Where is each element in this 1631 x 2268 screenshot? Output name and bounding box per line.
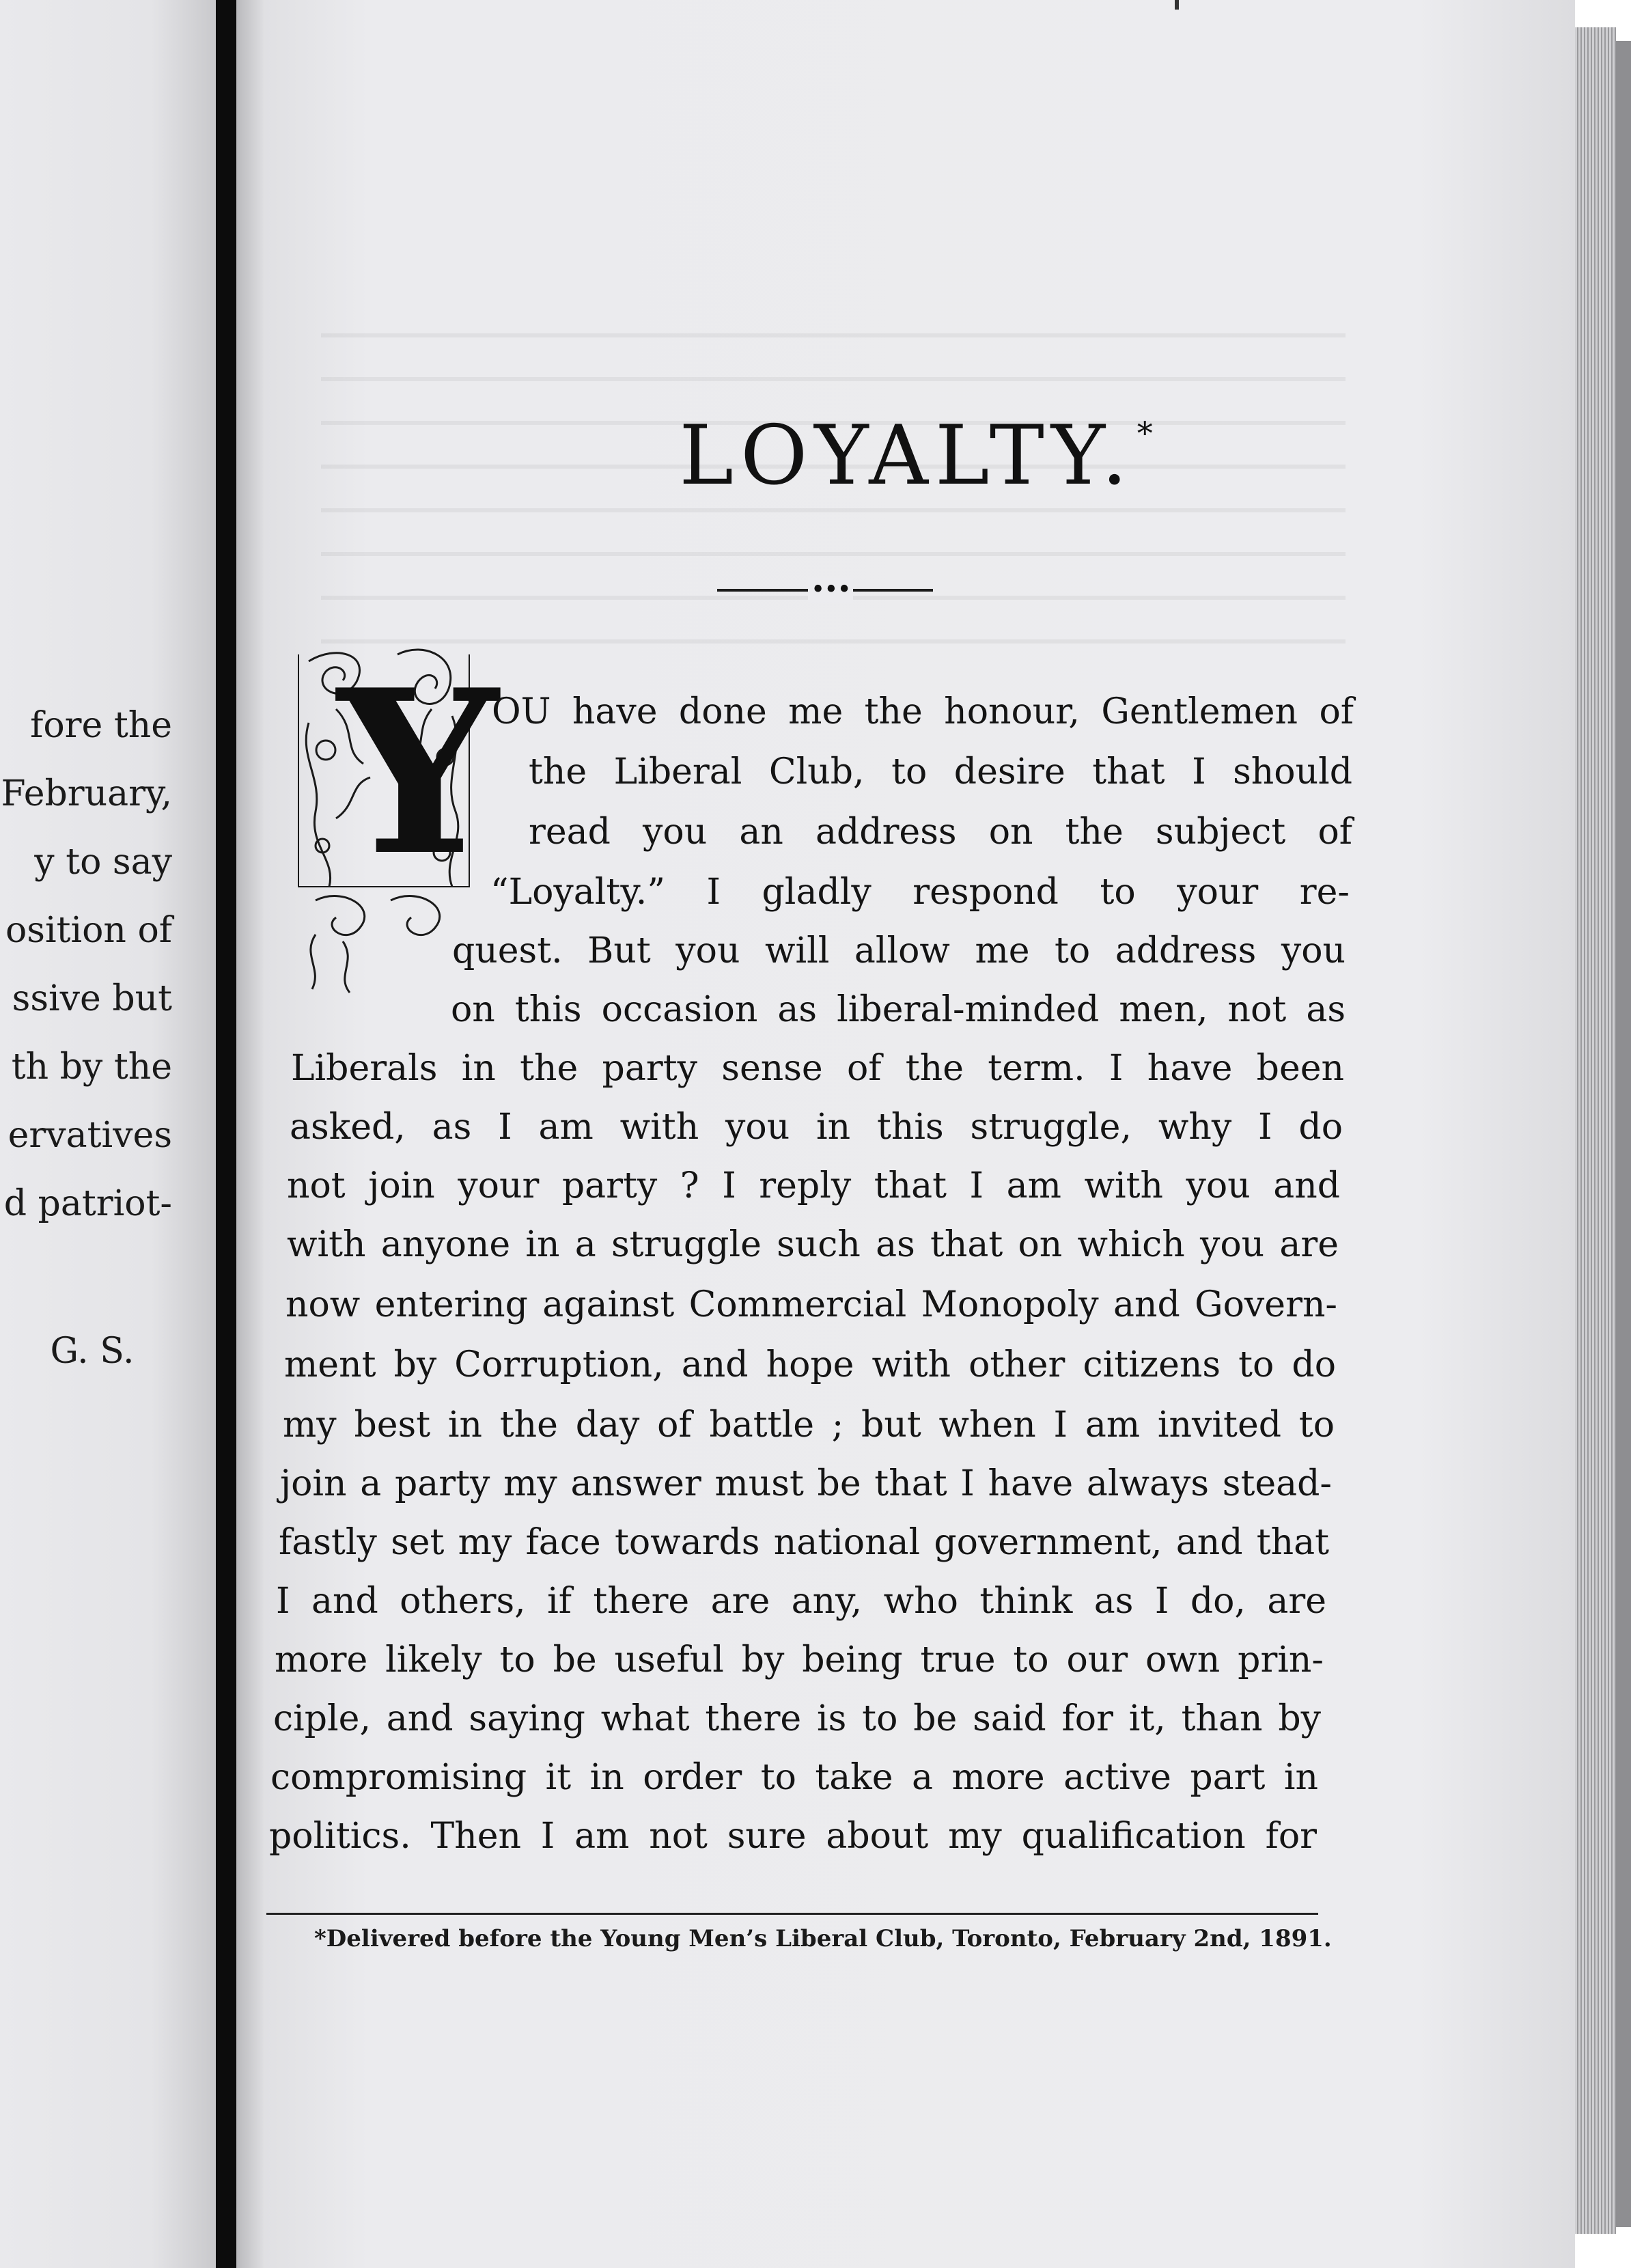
left-line: osition of — [5, 910, 172, 951]
body-line: more likely to be useful by being true to our own prin- — [275, 1640, 1324, 1681]
body-line: “Loyalty.” I gladly respond to your re- — [490, 872, 1350, 913]
title-footnote-mark: * — [1137, 415, 1160, 452]
left-page-text — [1, 691, 172, 1238]
body-line: on this occasion as liberal-minded men, not as — [451, 989, 1346, 1030]
footnote: *Delivered before the Young Men’s Liberal Club, Toronto, February 2nd, 1891. — [314, 1925, 1332, 1952]
body-line: join a party my answer must be that I have always stead- — [280, 1463, 1332, 1504]
body-line: with anyone in a struggle such as that on which you are — [287, 1224, 1339, 1265]
body-line: ment by Corruption, and hope with other citizens to do — [284, 1344, 1336, 1385]
body-line: OU have done me the honour, Gentlemen of — [492, 691, 1354, 732]
page-stack-edge — [1575, 27, 1616, 2234]
body-line: not join your party ? I reply that I am with you and — [287, 1165, 1340, 1206]
body-line: ciple, and saying what there is to be said for it, than by — [273, 1698, 1321, 1739]
left-line: fore the — [30, 705, 172, 746]
left-line: ervatives — [8, 1115, 172, 1156]
left-line: th by the — [11, 1047, 172, 1088]
scan-mark — [1175, 0, 1179, 10]
left-line: d patriot- — [3, 1183, 172, 1224]
left-line: February, — [1, 773, 172, 814]
book-gutter — [216, 0, 236, 2268]
body-line: asked, as I am with you in this struggle, why I do — [290, 1107, 1343, 1148]
body-line: I and others, if there are any, who think as I do, are — [276, 1581, 1326, 1622]
body-line: compromising it in order to take a more active part in — [270, 1757, 1318, 1798]
footnote-rule — [266, 1913, 1318, 1915]
body-line: now entering against Commercial Monopoly and Govern- — [285, 1284, 1337, 1325]
left-line: ssive but — [12, 978, 172, 1019]
body-line: the Liberal Club, to desire that I should — [529, 751, 1352, 792]
drop-cap-letter: Y — [337, 640, 499, 905]
body-line: read you an address on the subject of — [529, 812, 1352, 853]
title-text: LOYALTY. — [679, 409, 1134, 503]
body-line: my best in the day of battle ; but when I am invited to — [283, 1405, 1335, 1446]
page-title — [264, 409, 1575, 503]
ornament-dots-icon: ••• — [808, 578, 853, 603]
body-line: Liberals in the party sense of the term. I have been — [291, 1048, 1344, 1089]
body-line: quest. But you will allow me to address you — [452, 930, 1346, 971]
body-line: fastly set my face towards national government, and that — [279, 1522, 1329, 1563]
left-page — [0, 0, 216, 2268]
author-initials: G. S. — [50, 1331, 135, 1372]
page-stack-shadow — [1616, 41, 1631, 2227]
left-line: y to say — [34, 842, 172, 883]
body-line: politics. Then I am not sure about my qualification for — [269, 1816, 1317, 1857]
gutter-shadow — [236, 0, 264, 2268]
